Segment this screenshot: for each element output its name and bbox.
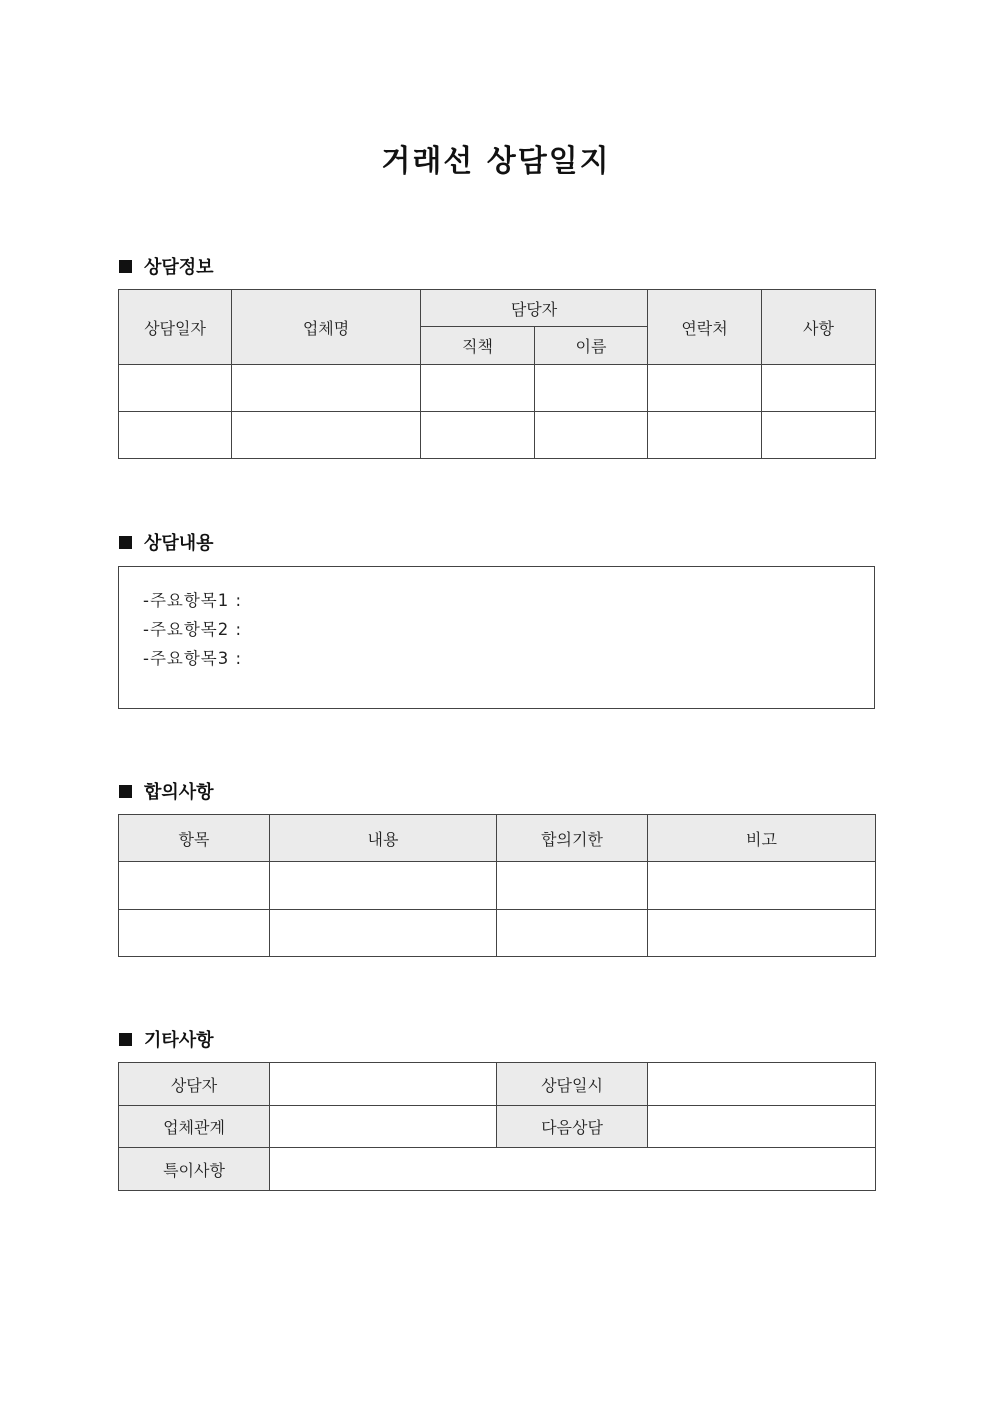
other-table <box>118 1062 876 1191</box>
phone-cell[interactable] <box>648 412 762 459</box>
square-bullet-icon <box>119 260 132 273</box>
section-heading-label: 상담정보 <box>144 257 214 278</box>
label-special-notes: 특이사항 <box>119 1148 270 1191</box>
deadline-cell[interactable] <box>497 910 648 957</box>
relation-value-cell[interactable] <box>270 1106 497 1148</box>
remarks-cell[interactable] <box>762 365 876 412</box>
label-consultant: 상담자 <box>119 1063 270 1106</box>
table-row <box>119 412 876 459</box>
agreement-table <box>118 814 876 957</box>
company-cell[interactable] <box>232 365 421 412</box>
item-cell[interactable] <box>119 862 270 910</box>
date-cell[interactable] <box>119 412 232 459</box>
company-cell[interactable] <box>232 412 421 459</box>
section-heading-agreement <box>119 778 214 804</box>
position-cell[interactable] <box>421 412 535 459</box>
square-bullet-icon <box>119 785 132 798</box>
table-row <box>119 910 876 957</box>
header-deadline: 합의기한 <box>497 815 648 862</box>
header-detail: 내용 <box>270 815 497 862</box>
consultant-value-cell[interactable] <box>270 1063 497 1106</box>
document-title: 거래선 상담일지 <box>381 144 611 179</box>
label-relation: 업체관계 <box>119 1106 270 1148</box>
name-cell[interactable] <box>535 412 648 459</box>
header-date: 상담일자 <box>119 290 232 365</box>
date-cell[interactable] <box>119 365 232 412</box>
section-heading-content <box>119 529 214 555</box>
content-line: -주요항목1 : <box>143 591 243 610</box>
section-heading-label: 상담내용 <box>144 533 214 554</box>
detail-cell[interactable] <box>270 910 497 957</box>
content-line: -주요항목3 : <box>143 649 243 668</box>
datetime-value-cell[interactable] <box>648 1063 876 1106</box>
name-cell[interactable] <box>535 365 648 412</box>
position-cell[interactable] <box>421 365 535 412</box>
deadline-cell[interactable] <box>497 862 648 910</box>
info-table <box>118 289 876 459</box>
phone-cell[interactable] <box>648 365 762 412</box>
square-bullet-icon <box>119 536 132 549</box>
header-position: 직책 <box>421 327 535 365</box>
note-cell[interactable] <box>648 910 876 957</box>
item-cell[interactable] <box>119 910 270 957</box>
section-heading-other <box>119 1026 214 1052</box>
label-datetime: 상담일시 <box>497 1063 648 1106</box>
section-heading-label: 합의사항 <box>144 782 214 803</box>
header-remarks: 사항 <box>762 290 876 365</box>
header-name: 이름 <box>535 327 648 365</box>
header-phone: 연락처 <box>648 290 762 365</box>
detail-cell[interactable] <box>270 862 497 910</box>
table-row <box>119 862 876 910</box>
square-bullet-icon <box>119 1033 132 1046</box>
remarks-cell[interactable] <box>762 412 876 459</box>
header-contact: 담당자 <box>421 290 648 327</box>
special-notes-value-cell[interactable] <box>270 1148 876 1191</box>
section-heading-label: 기타사항 <box>144 1030 214 1051</box>
section-heading-info <box>119 253 214 279</box>
content-box[interactable] <box>118 566 875 709</box>
header-item: 항목 <box>119 815 270 862</box>
note-cell[interactable] <box>648 862 876 910</box>
table-row <box>119 365 876 412</box>
content-line: -주요항목2 : <box>143 620 243 639</box>
header-company: 업체명 <box>232 290 421 365</box>
header-note: 비고 <box>648 815 876 862</box>
next-consultation-value-cell[interactable] <box>648 1106 876 1148</box>
label-next-consultation: 다음상담 <box>497 1106 648 1148</box>
